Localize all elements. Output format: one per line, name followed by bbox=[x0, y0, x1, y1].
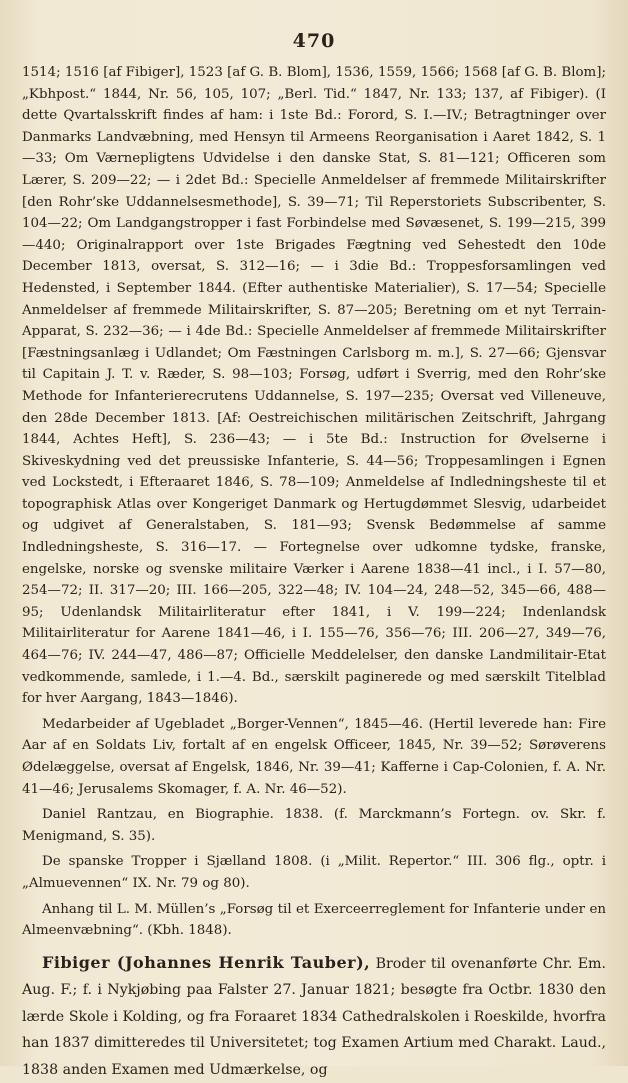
entry-text: Broder til ovenanførte Chr. Em. Aug. F.; f. i Nykjøbing paa Falster 27. Januar 1821; besøgte fra Octbr. 1830 den lærde Skole i Kolding, og fra Foraaret 1834 Cathedralskolen i Roeskilde, hvorfra han 1837 dimitteredes til Universitetet; tog Examen Artium med Charakt. Laud., 1838 anden Examen med Udmærkelse, og bbox=[22, 955, 607, 1078]
biography-entry bbox=[22, 950, 606, 1083]
paragraph-borger-vennen: Medarbeider af Ugebladet „Borger-Vennen“, 1845—46. (Hertil leverede han: Fire Aar af en Soldats Liv, fortalt af en engelsk Officeer, 1845, Nr. 39—52; Sørøverens Ødelæggelse, oversat af Engelsk, 1846, Nr. 39—41; Kafferne i Cap-Colonien, f. A. Nr. 41—46; Jerusalems Skomager, f. A. Nr. 46—52). bbox=[22, 716, 606, 797]
continued-paragraph: 1514; 1516 [af Fibiger], 1523 [af G. B. Blom], 1536, 1559, 1566; 1568 [af G. B. Blom]; „Kbhpost.“ 1844, Nr. 56, 105, 107; „Berl. Tid.“ 1847, Nr. 133; 137, af Fibiger). (I dette Qvartalsskrift findes af ham: i 1ste Bd.: Forord, S. I.—IV.; Betragtninger over Danmarks Landvæbning, med Hensyn til Armeens Reorganisation i Aaret 1842, S. 1—33; Om Værnepligtens Udvidelse i den danske Stat, S. 81—121; Officeren som Lærer, S. 209—22; — i 2det Bd.: Specielle Anmeldelser af fremmede Militairskrifter [den Rohr’ske Uddannelsesmethode], S. 39—71; Til Reperstoriets Subscribenter, S. 104—22; Om Landgangstropper i fast Forbindelse med Søvæsenet, S. 199—215, 399—440; Originalrapport over 1ste Brigades Fægtning ved Sehestedt den 10de December 1813, oversat, S. 312—16; — i 3die Bd.: Troppesforsamlingen ved Hedensted, i September 1844. (Efter authentiske Materialier), S. 17—54; Specielle Anmeldelser af fremmede Militairskrifter, S. 87—205; Beretning om et nyt Terrain-Apparat, S. 232—36; — i 4de Bd.: Specielle Anmeldelser af fremmede Militairskrifter [Fæstningsanlæg i Udlandet; Om Fæstningen Carlsborg m. m.], S. 27—66; Gjensvar til Capitain J. T. v. Ræder, S. 98—103; Forsøg, udført i Sverrig, med den Rohr’ske Methode for Infanterierecrutens Uddannelse, S. 197—235; Oversat ved Villeneuve, den 28de December 1813. [Af: Oestreichischen militärischen Zeitschrift, Jahrgang 1844, Achtes Heft], S. 236—43; — i 5te Bd.: Instruction for Øvelserne i Skiveskydning ved det preussiske Infanterie, S. 44—56; Troppesamlingen i Egnen ved Lockstedt, i Efteraaret 1846, S. 78—109; Anmeldelse af Indledningsheste til et topographisk Atlas over Kongeriget Danmark og Hertugdømmet Slesvig, udarbeidet og udgivet af Generalstaben, S. 181—93; Svensk Bedømmelse af samme Indledningsheste, S. 316—17. — Fortegnelse over udkomne tydske, franske, engelske, norske og svenske militaire Værker i Aarene 1838—41 incl., i I. 57—80, 254—72; II. 317—20; III. 166—205, 322—48; IV. 104—24, 248—52, 345—66, 488—95; Udenlandsk Militairliteratur efter 1841, i V. 199—224; Indenlandsk Militairliteratur for Aarene 1841—46, i I. 155—76, 356—76; III. 206—27, 349—76, 464—76; IV. 244—47, 486—87; Officielle Meddelelser, den danske Landmilitair-Etat vedkommende, samlede, i 1.—4. Bd., særskilt paginerede og med særskilt Titelblad for hver Aargang, 1843—1846). bbox=[22, 65, 606, 707]
page-number: 470 bbox=[292, 30, 336, 52]
paragraph-daniel-rantzau: Daniel Rantzau, en Biographie. 1838. (f. Marckmann’s Fortegn. ov. Skr. f. Menigmand, S. 35). bbox=[22, 807, 606, 844]
paragraph-anhang: Anhang til L. M. Müllen’s „Forsøg til et Exerceerreglement for Infanterie under en Almeenvæbning“. (Kbh. 1848). bbox=[22, 901, 606, 939]
paragraph-spanske-tropper: De spanske Tropper i Sjælland 1808. (i „Milit. Repertor.“ III. 306 flg., optr. i „Almuevennen“ IX. Nr. 79 og 80). bbox=[22, 854, 606, 891]
entry-name: Fibiger (Johannes Henrik Tauber), bbox=[42, 952, 371, 972]
